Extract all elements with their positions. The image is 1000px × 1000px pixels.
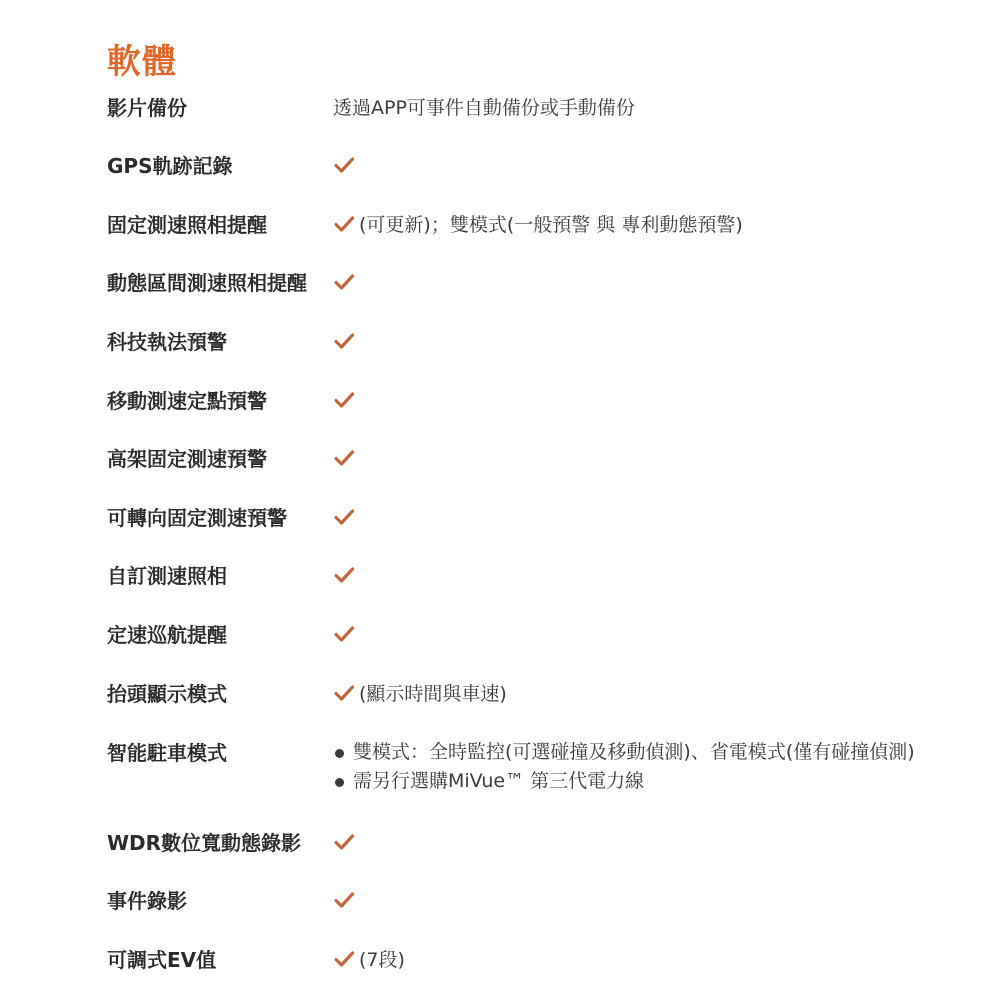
checkmark-icon — [333, 831, 355, 853]
spec-note: (顯示時間與車速) — [359, 683, 507, 705]
spec-label: 固定測速照相提醒 — [107, 213, 267, 237]
spec-label: 移動測速定點預警 — [107, 389, 267, 413]
checkmark-icon — [333, 154, 355, 176]
bullet-text: 需另行選購MiVue™ 第三代電力線 — [353, 770, 645, 792]
bullet-list — [333, 738, 943, 796]
checkmark-icon — [333, 506, 355, 528]
checkmark-icon — [333, 564, 355, 586]
bullet-item — [333, 767, 943, 796]
spec-label: 動態區間測速照相提醒 — [107, 271, 307, 295]
checkmark-icon — [333, 447, 355, 469]
spec-value: 透過APP可事件自動備份或手動備份 — [333, 97, 635, 119]
spec-label: 事件錄影 — [107, 889, 187, 913]
bullet-text: 雙模式：全時監控(可選碰撞及移動偵測)、省電模式(僅有碰撞偵測) — [353, 741, 915, 763]
section-title: 軟體 — [107, 42, 177, 82]
spec-label: 自訂測速照相 — [107, 564, 227, 588]
checkmark-icon — [333, 271, 355, 293]
checkmark-icon — [333, 948, 355, 970]
spec-label: 高架固定測速預警 — [107, 447, 267, 471]
spec-note: (7段) — [359, 949, 405, 971]
checkmark-icon — [333, 623, 355, 645]
checkmark-icon — [333, 889, 355, 911]
bullet-item — [333, 738, 943, 767]
bullet-dot — [335, 749, 344, 758]
spec-note: (可更新)；雙模式(一般預警 與 專利動態預警) — [359, 214, 743, 236]
spec-label: 智能駐車模式 — [107, 741, 227, 765]
checkmark-icon — [333, 330, 355, 352]
checkmark-icon — [333, 389, 355, 411]
checkmark-icon — [333, 213, 355, 235]
spec-label: WDR數位寬動態錄影 — [107, 831, 302, 855]
spec-label: 抬頭顯示模式 — [107, 682, 227, 706]
spec-label: 可調式EV值 — [107, 948, 217, 972]
checkmark-icon — [333, 682, 355, 704]
spec-label: 可轉向固定測速預警 — [107, 506, 287, 530]
spec-label: 定速巡航提醒 — [107, 623, 227, 647]
spec-label: 科技執法預警 — [107, 330, 227, 354]
spec-label: GPS軌跡記錄 — [107, 154, 233, 178]
spec-label: 影片備份 — [107, 96, 187, 120]
bullet-dot — [335, 778, 344, 787]
